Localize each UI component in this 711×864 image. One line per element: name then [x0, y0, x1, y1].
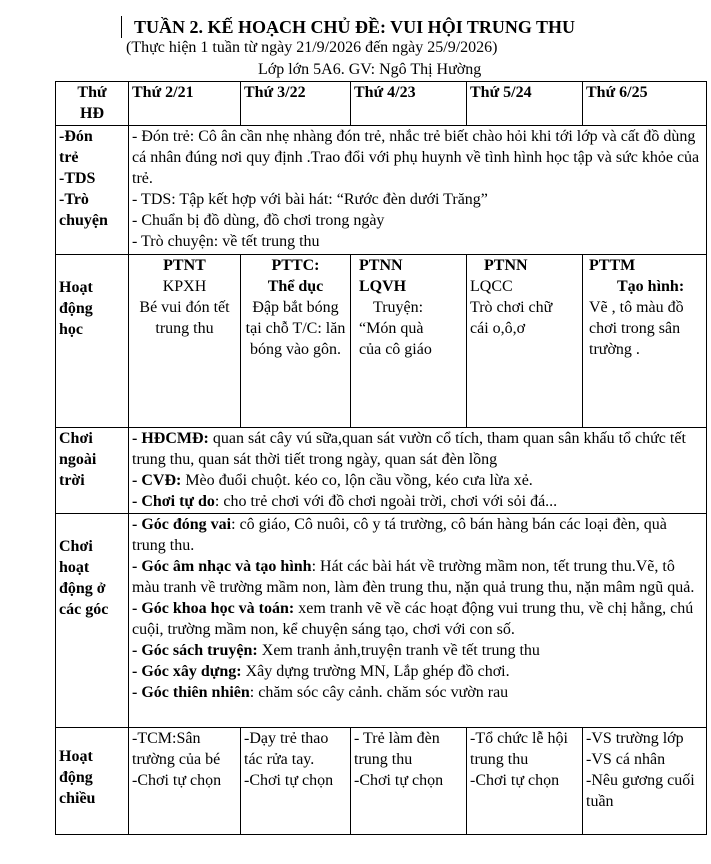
day-header-thu: Thứ 5/24	[467, 82, 583, 126]
list-item: - CVĐ: Mèo đuổi chuột. kéo co, lộn cầu vồng, kéo cưa lừa xẻ.	[132, 472, 533, 489]
chieu-mon-cell: -TCM:Sân trường của bé -Chơi tự chọn	[129, 728, 241, 835]
chieu-thu-cell: -Tổ chức lễ hội trung thu -Chơi tự chọn	[467, 728, 583, 835]
class-info: Lớp lớn 5A6. GV: Ngô Thị Hường	[258, 61, 482, 78]
day-header-wed: Thứ 4/23	[351, 82, 467, 126]
hoc-wed-cell: PTNN LQVH Truyện: “Món quà của cô giáo	[351, 255, 467, 428]
weekly-plan-table	[55, 81, 707, 835]
list-item: - Chơi tự do: cho trẻ chơi với đồ chơi ngoài trời, chơi với sỏi đá...	[132, 493, 558, 510]
chieu-fri-cell: -VS trường lớp -VS cá nhân -Nêu gương cuối tuần	[583, 728, 707, 835]
list-item: - Góc xây dựng: Xây dựng trường MN, Lắp ghép đồ chơi.	[132, 663, 510, 680]
chieu-wed-cell: - Trẻ làm đèn trung thu -Chơi tự chọn	[351, 728, 467, 835]
list-item: - Góc khoa học và toán: xem tranh vẽ về các hoạt động vui trung thu, về chị hằng, chú cuội, trường mầm non, kể chuyện sáng tạo, chơi với con số.	[132, 600, 694, 638]
chieu-tue-cell: -Dạy trẻ thao tác rửa tay. -Chơi tự chọn	[241, 728, 351, 835]
hoc-tue-cell: PTTC: Thể dục Đập bắt bóng tại chỗ T/C: lăn bóng vào gôn.	[241, 255, 351, 428]
don-tre-row	[56, 126, 707, 255]
list-item: - HĐCMĐ: quan sát cây vú sữa,quan sát vườn cổ tích, tham quan sân khấu tổ chức tết trung thu, quan sát thời tiết trong ngày, quan sát đèn lồng	[132, 430, 686, 468]
list-item: - Góc âm nhạc và tạo hình: Hát các bài hát về trường mầm non, tết trung thu.Vẽ, tô màu tranh về trường mầm non, làm đèn trung thu, nặn quả trung thu, nặn mâm ngũ quả.	[132, 558, 695, 596]
choi-goc-row	[56, 514, 707, 728]
day-header-tue: Thứ 3/22	[241, 82, 351, 126]
page-title: TUẦN 2. KẾ HOẠCH CHỦ ĐỀ: VUI HỘI TRUNG THU	[121, 16, 575, 38]
row-label-choi-goc: Chơi hoạt động ở các góc	[56, 514, 129, 728]
list-item: - Góc thiên nhiên: chăm sóc cây cảnh. chăm sóc vườn rau	[132, 684, 509, 701]
hoc-mon-cell: PTNT KPXH Bé vui đón tết trung thu	[129, 255, 241, 428]
hoc-thu-cell: PTNN LQCC Trò chơi chữ cái o,ô,ơ	[467, 255, 583, 428]
day-header-fri: Thứ 6/25	[583, 82, 707, 126]
header-row	[56, 82, 707, 126]
row-label-hoat-dong-chieu: Hoạt động chiều	[56, 728, 129, 835]
corner-cell: Thứ HĐ	[56, 82, 129, 126]
don-tre-content: - Đón trẻ: Cô ân cần nhẹ nhàng đón trẻ, nhắc trẻ biết chào hỏi khi tới lớp và cất đồ dùng cá nhân đúng nơi quy định .Trao đổi với phụ huynh về tình hình học tập và sức khỏe của trẻ. - TDS: Tập kết hợp với bài hát: “Rước đèn dưới Trăng” - Chuẩn bị đồ dùng, đồ chơi trong ngày - Trò chuyện: về tết trung thu	[129, 126, 707, 255]
row-label-don-tre: -Đón trẻ -TDS -Trò chuyện	[56, 126, 129, 255]
list-item: - Góc sách truyện: Xem tranh ảnh,truyện tranh về tết trung thu	[132, 642, 540, 659]
period-text: (Thực hiện 1 tuần từ ngày 21/9/2026 đến ngày 25/9/2026)	[126, 39, 498, 56]
hoat-dong-chieu-row	[56, 728, 707, 835]
choi-ngoai-troi-content	[129, 428, 707, 514]
row-label-choi-ngoai-troi: Chơi ngoài trời	[56, 428, 129, 514]
choi-goc-content	[129, 514, 707, 728]
choi-ngoai-troi-row	[56, 428, 707, 514]
hoat-dong-hoc-row	[56, 255, 707, 428]
day-header-mon: Thứ 2/21	[129, 82, 241, 126]
hoc-fri-cell: PTTM Tạo hình: Vẽ , tô màu đồ chơi trong sân trường .	[583, 255, 707, 428]
list-item: - Góc đóng vai: cô giáo, Cô nuôi, cô y tá trường, cô bán hàng bán các loại đèn, quà trung thu.	[132, 516, 667, 554]
row-label-hoat-dong-hoc: Hoạt động học	[56, 255, 129, 428]
